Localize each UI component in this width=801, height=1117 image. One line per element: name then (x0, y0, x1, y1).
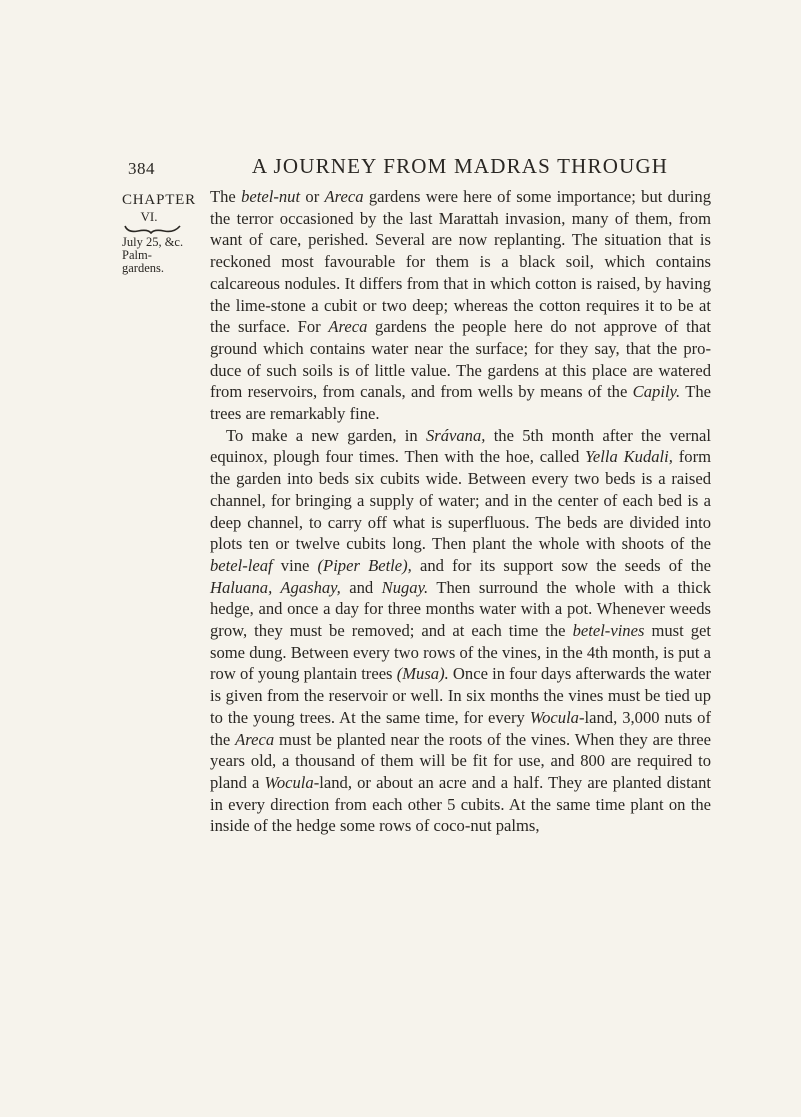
text-run: or (300, 187, 325, 206)
topic-note-line1: Palm- (122, 248, 152, 262)
italic-term: Yella Kudali, (585, 447, 673, 467)
italic-term: Areca (328, 317, 368, 337)
italic-term: betel-leaf (210, 555, 273, 575)
italic-term: Capily. (632, 382, 681, 402)
italic-term: Areca (235, 729, 275, 749)
italic-term: betel-vines (572, 621, 645, 641)
text-run: must be planted near the roots of the vines. When they are three years old, a thousand of them will be fit for use, and 800 are required to pland a (210, 729, 711, 792)
margin-notes (122, 191, 204, 275)
italic-term: Nugay. (381, 577, 429, 597)
text-run: must get some dung. Between every two rows of the vines, in the 4th month, is put a row of young plantain trees (210, 621, 712, 684)
italic-term: betel-nut (241, 187, 301, 206)
text-run: -land, 3,000 nuts of the (210, 707, 711, 749)
running-head: A JOURNEY FROM MADRAS THROUGH (251, 154, 669, 178)
topic-note-line2: gardens. (122, 261, 164, 275)
text-run: The (210, 187, 242, 206)
text-run: -land, or about an acre and a half. They are planted distant in every direction from each other 5 cubits. At the same time plant on the inside of the hedge some rows of coco-nut palms, (210, 772, 712, 836)
text-run: The trees are remarkably fine. (210, 382, 711, 424)
paragraph (210, 425, 711, 837)
text-run: form the garden into beds six cubits wide. Between every two beds is a raised channel, for bringing a supply of water; and in the center of each bed is a deep channel, to carry off what is superfluous. The beds are divided into plots ten or twelve cubits long. Then plant the whole with shoots of the (210, 447, 712, 554)
text-run: Once in four days afterwards the water is given from the reservoir or well. In six months the vines must be tied up to the young trees. At the same time, for every (210, 664, 711, 727)
text-run: vine (272, 555, 318, 575)
italic-term: Srávana, (425, 425, 486, 445)
chapter-number: VI. (140, 209, 158, 224)
text-run: the 5th month after the vernal equinox, plough four times. Then with the hoe, called (210, 425, 711, 467)
text-run: Then surround the whole with a thick hedge, and once a day for three months water with a pot. Whenever weeds grow, they must be removed; and at each time the (210, 577, 711, 641)
brace-ornament-icon (124, 224, 182, 234)
italic-term: Areca (324, 187, 364, 206)
text-run: and for its support sow the seeds of the (411, 555, 711, 575)
text-run: and (340, 577, 382, 597)
page-number: 384 (128, 159, 155, 178)
italic-term: Wocula (264, 772, 314, 792)
text-run: gardens were here of some importance; but during the terror occasioned by the last Marattah invasion, many of them, from want of care, perished. Several are now replanting. The situation that is reckoned most favourable for them is a black soil, which contains calcareous nodules. It differs from that in which cotton is raised, by having the lime-stone a cubit or two deep; whereas the cotton requires it to be at the surface. For (210, 187, 711, 337)
italic-term: Haluana, Agashay, (210, 577, 341, 597)
date-note: July 25, &c. (122, 235, 184, 249)
italic-term: (Piper Betle), (317, 555, 412, 575)
text-run: To make a new garden, in (226, 425, 426, 445)
italic-term: (Musa). (396, 664, 449, 684)
text-run: gardens the people here do not approve of that ground which contains water near the surface; for they say, that the produce of such soils is of little value. The gardens at this place are watered from reservoirs, from canals, and from wells by means of the (210, 317, 711, 402)
body-text (210, 186, 711, 837)
paragraph (210, 186, 711, 425)
italic-term: Wocula (529, 707, 579, 727)
chapter-label: CHAPTER (122, 192, 196, 208)
